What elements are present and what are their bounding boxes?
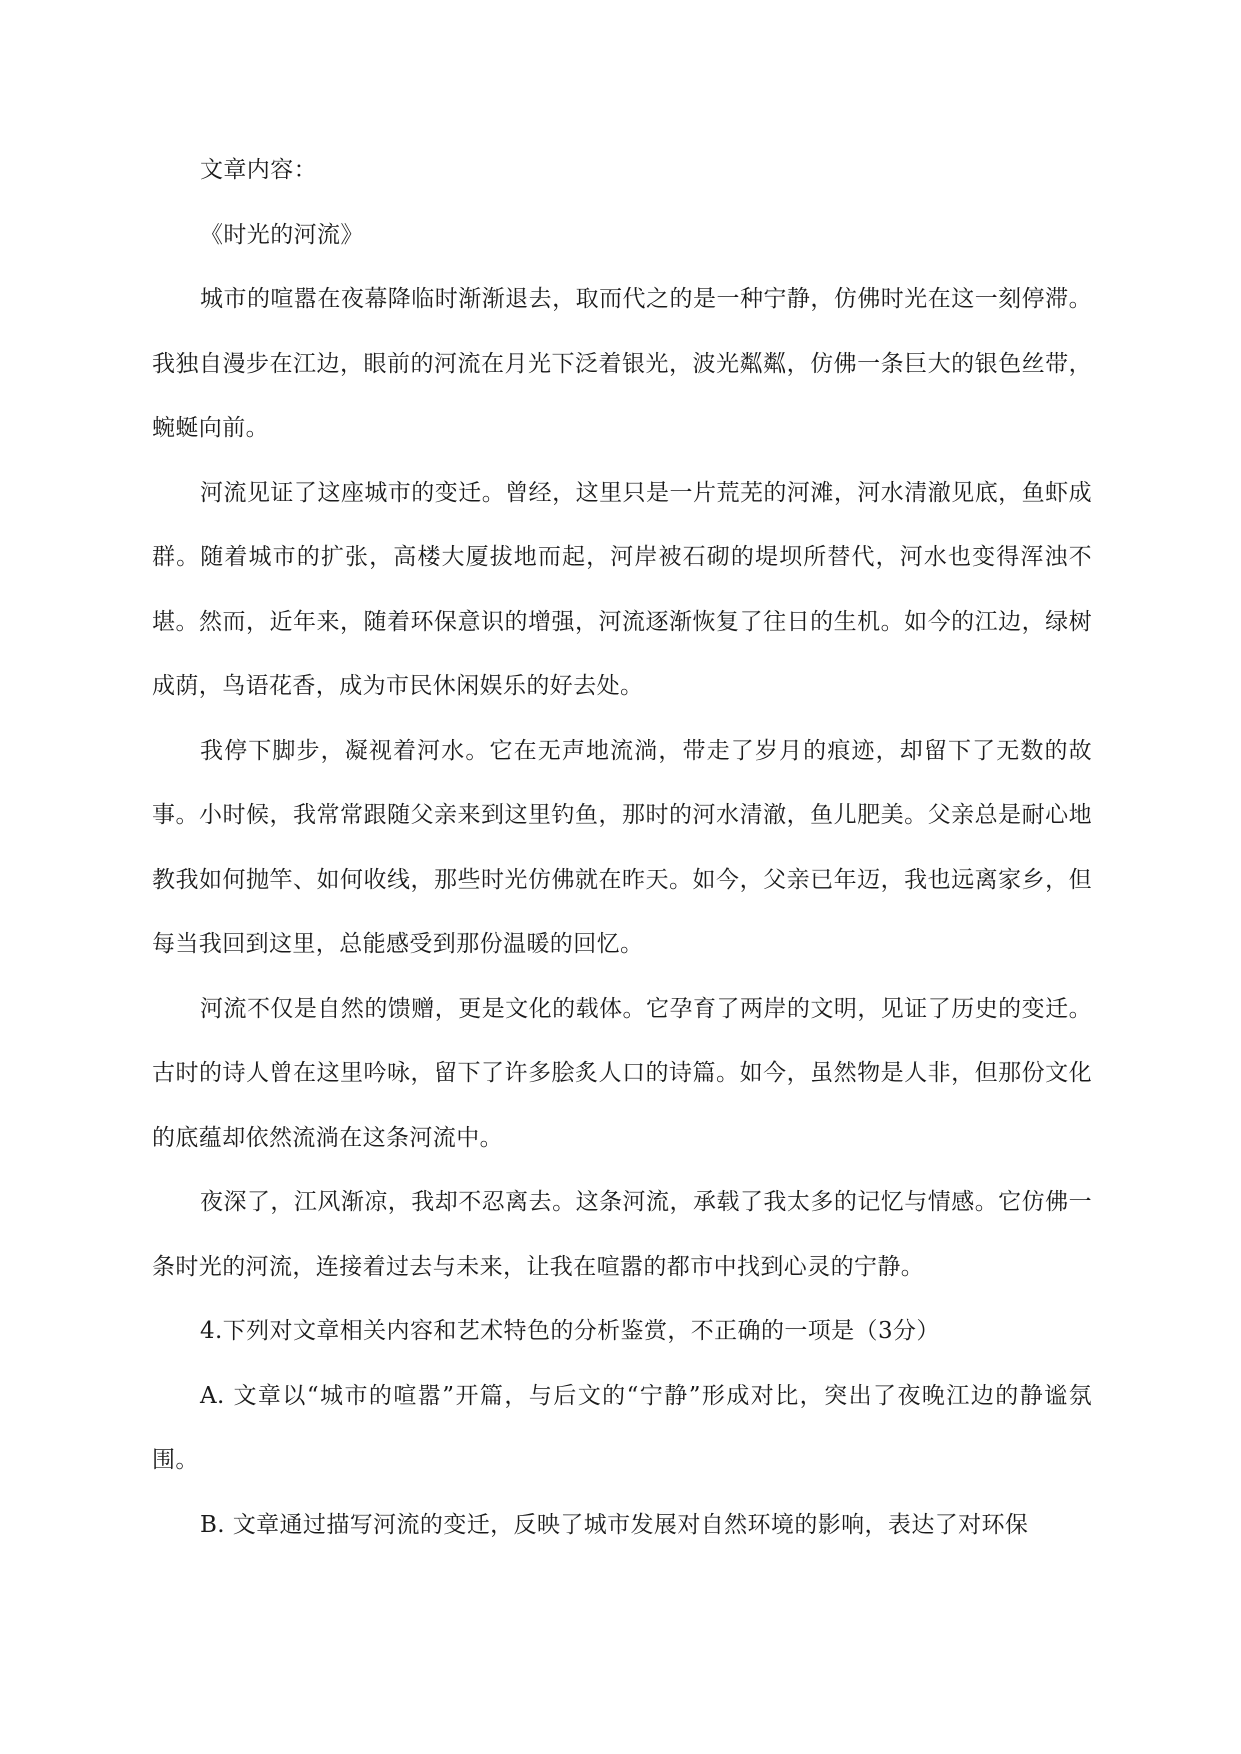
option-a: A. 文章以“城市的喧嚣”开篇，与后文的“宁静”形成对比，突出了夜晚江边的静谧氛围。: [152, 1382, 1092, 1473]
document-body: [152, 138, 1092, 1557]
paragraph-5: 夜深了，江风渐凉，我却不忍离去。这条河流，承载了我太多的记忆与情感。它仿佛一条时光的河流，连接着过去与未来，让我在喧嚣的都市中找到心灵的宁静。: [152, 1189, 1092, 1280]
paragraph-2: 河流见证了这座城市的变迁。曾经，这里只是一片荒芜的河滩，河水清澈见底，鱼虾成群。随着城市的扩张，高楼大厦拔地而起，河岸被石砌的堤坝所替代，河水也变得浑浊不堪。然而，近年来，随着环保意识的增强，河流逐渐恢复了往日的生机。如今的江边，绿树成荫，鸟语花香，成为市民休闲娱乐的好去处。: [152, 479, 1092, 699]
article-title: 《时光的河流》: [200, 221, 364, 248]
paragraph-1: 城市的喧嚣在夜幕降临时渐渐退去，取而代之的是一种宁静，仿佛时光在这一刻停滞。我独自漫步在江边，眼前的河流在月光下泛着银光，波光粼粼，仿佛一条巨大的银色丝带，蜿蜒向前。: [152, 286, 1092, 441]
question-stem: 4.下列对文章相关内容和艺术特色的分析鉴赏，不正确的一项是（3分）: [200, 1318, 940, 1344]
paragraph-4: 河流不仅是自然的馈赠，更是文化的载体。它孕育了两岸的文明，见证了历史的变迁。古时的诗人曾在这里吟咏，留下了许多脍炙人口的诗篇。如今，虽然物是人非，但那份文化的底蕴却依然流淌在这条河流中。: [152, 995, 1092, 1151]
section-label: 文章内容：: [200, 157, 317, 183]
option-b: B. 文章通过描写河流的变迁，反映了城市发展对自然环境的影响，表达了对环保: [200, 1511, 1029, 1538]
paragraph-3: 我停下脚步，凝视着河水。它在无声地流淌，带走了岁月的痕迹，却留下了无数的故事。小时候，我常常跟随父亲来到这里钓鱼，那时的河水清澈，鱼儿肥美。父亲总是耐心地教我如何抛竿、如何收线，那些时光仿佛就在昨天。如今，父亲已年迈，我也远离家乡，但每当我回到这里，总能感受到那份温暖的回忆。: [152, 737, 1092, 957]
